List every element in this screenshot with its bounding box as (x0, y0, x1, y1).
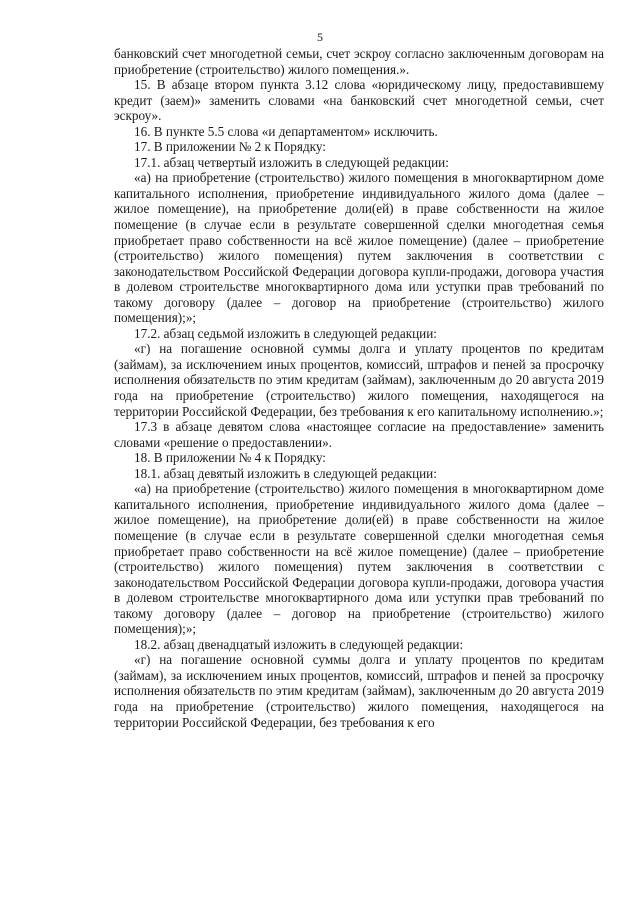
paragraph: 18. В приложении № 4 к Порядку: (134, 450, 326, 466)
paragraph: 17. В приложении № 2 к Порядку: (134, 139, 326, 155)
paragraph: «а) на приобретение (строительство) жилого помещения в многоквартирном доме капитального исполнения, приобретение индивидуального жилого дома (далее – жилое помещение), на приобретение доли(ей) в праве собственности на жилое помещение (в случае если в результате совершенной сделки многодетная семья приобретает право собственности на всё жилое помещение) (далее – приобретение (строительство) жилого помещения) путем заключения в соответствии с законодательством Российской Федерации договора купли-продажи, договора участия в долевом строительстве многоквартирного дома или уступки прав требований по такому договору (далее – договор на приобретение (строительство) жилого помещения);»; (114, 481, 604, 637)
document-body (114, 46, 604, 730)
page-number: 5 (317, 30, 323, 44)
paragraph: 15. В абзаце втором пункта 3.12 слова «юридическому лицу, предоставившему кредит (заем)» заменить словами «на банковский счет многодетной семьи, счет эскроу». (114, 77, 604, 124)
paragraph: 17.2. абзац седьмой изложить в следующей редакции: (134, 325, 437, 341)
paragraph: «а) на приобретение (строительство) жилого помещения в многоквартирном доме капитального исполнения, приобретение индивидуального жилого дома (далее – жилое помещение), на приобретение доли(ей) в праве собственности на жилое помещение (в случае если в результате совершенной сделки многодетная семья приобретает право собственности на всё жилое помещение) (далее – приобретение (строительство) жилого помещения) путем заключения в соответствии с законодательством Российской Федерации договора купли-продажи, договора участия в долевом строительстве многоквартирного дома или уступки прав требований по такому договору (далее – договор на приобретение (строительство) жилого помещения);»; (114, 170, 604, 326)
paragraph: банковский счет многодетной семьи, счет эскроу согласно заключенным договорам на приобретение (строительство) жилого помещения.». (114, 46, 604, 77)
paragraph: «г) на погашение основной суммы долга и уплату процентов по кредитам (займам), за исключением иных процентов, комиссий, штрафов и пеней за просрочку исполнения обязательств по этим кредитам (займам), заключенным до 20 августа 2019 года на приобретение (строительство) жилого помещения, находящегося на территории Российской Федерации, без требования к его (114, 652, 604, 730)
paragraph: 18.2. абзац двенадцатый изложить в следующей редакции: (134, 636, 464, 652)
paragraph: 17.1. абзац четвертый изложить в следующей редакции: (134, 154, 449, 170)
paragraph: 16. В пункте 5.5 слова «и департаментом» исключить. (134, 123, 438, 139)
paragraph: 17.3 в абзаце девятом слова «настоящее согласие на предоставление» заменить словами «решение о предоставлении». (114, 419, 604, 450)
paragraph: 18.1. абзац девятый изложить в следующей редакции: (134, 465, 437, 481)
paragraph: «г) на погашение основной суммы долга и уплату процентов по кредитам (займам), за исключением иных процентов, комиссий, штрафов и пеней за просрочку исполнения обязательств по этим кредитам (займам), заключенным до 20 августа 2019 года на приобретение (строительство) жилого помещения, находящегося на территории Российской Федерации, без требования к его капитальному исполнению.»; (114, 341, 604, 419)
